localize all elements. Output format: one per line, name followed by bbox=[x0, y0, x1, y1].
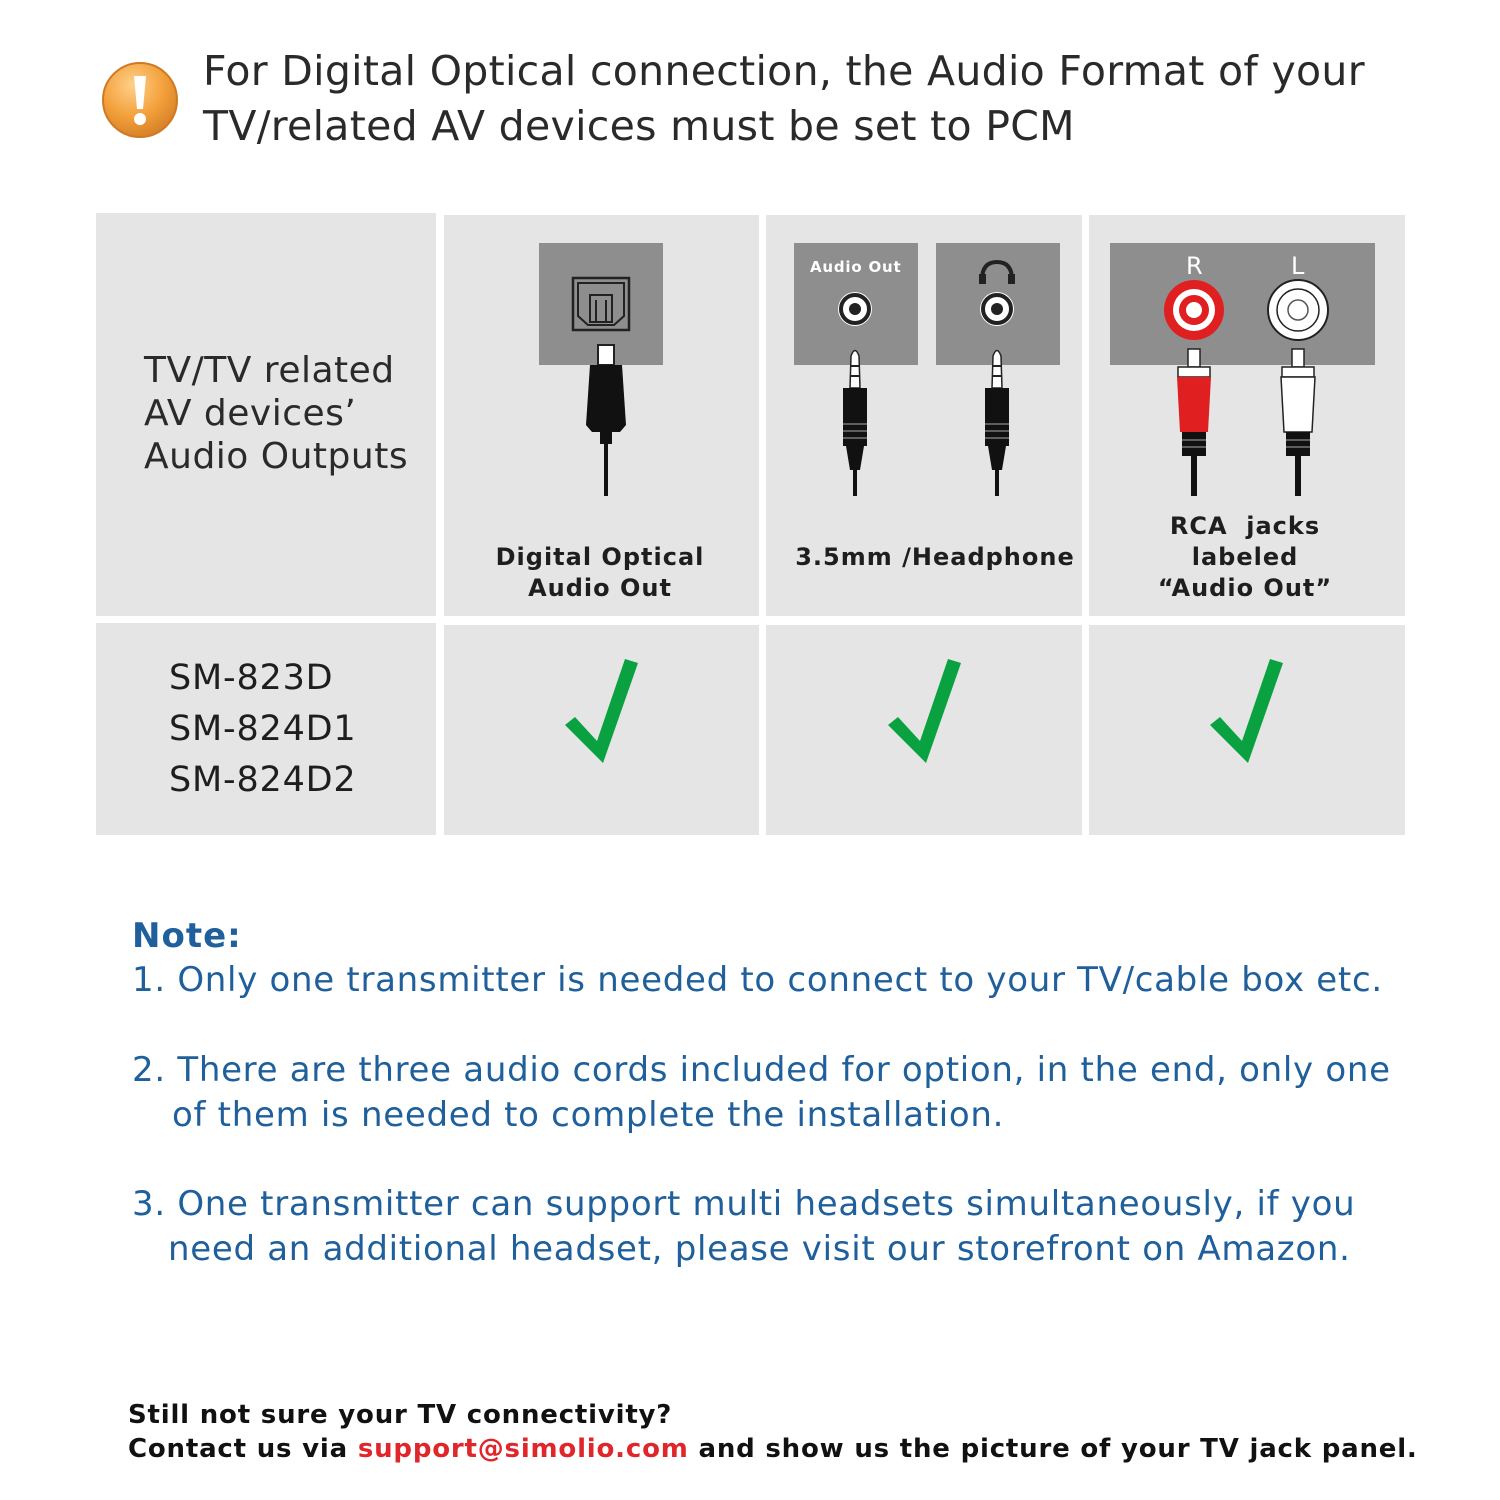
optical-plug-icon bbox=[586, 345, 626, 496]
connector-illustrations bbox=[0, 0, 1500, 520]
note-item bbox=[132, 1048, 1432, 1138]
checkmark-icon bbox=[565, 657, 640, 765]
row-label-line: Audio Outputs bbox=[144, 436, 409, 477]
notes-heading: Note: bbox=[132, 916, 242, 956]
caption-line: RCA jacks bbox=[1169, 512, 1321, 540]
footer-suffix: and show us the picture of your TV jack panel. bbox=[688, 1434, 1418, 1464]
note-line: 2. There are three audio cords included for option, in the end, only one bbox=[132, 1050, 1391, 1090]
audio-out-jack-icon bbox=[838, 292, 872, 326]
footer-contact-line bbox=[128, 1432, 1468, 1466]
note-line: of them is needed to complete the installation. bbox=[172, 1095, 1005, 1135]
rca-caption bbox=[1100, 511, 1390, 604]
footer-contact bbox=[128, 1398, 1468, 1466]
caption-line: Digital Optical bbox=[495, 543, 705, 571]
model-name: SM-823D bbox=[169, 658, 334, 698]
note-line: 1. Only one transmitter is needed to connect to your TV/cable box etc. bbox=[132, 960, 1383, 1000]
caption-line: labeled bbox=[1191, 543, 1299, 571]
note-item bbox=[132, 958, 1432, 1003]
rca-red-plug-icon bbox=[1177, 349, 1211, 496]
headphone-jack-icon bbox=[980, 292, 1014, 326]
note-item bbox=[132, 1182, 1432, 1272]
footer-question: Still not sure your TV connectivity? bbox=[128, 1400, 673, 1430]
checkmark-icon bbox=[1210, 657, 1285, 765]
caption-line: Audio Out bbox=[528, 574, 672, 602]
35mm-caption bbox=[770, 542, 1100, 573]
row-label-line: TV/TV related bbox=[144, 350, 395, 391]
rca-white-plug-icon bbox=[1281, 349, 1315, 496]
model-name: SM-824D2 bbox=[169, 760, 357, 800]
rca-red-jack-icon bbox=[1164, 280, 1224, 340]
35mm-plug-icon bbox=[843, 351, 867, 497]
35mm-plug-icon bbox=[985, 351, 1009, 497]
warning-line-2: TV/related AV devices must be set to PCM bbox=[203, 102, 1075, 150]
rca-right-label: R bbox=[1186, 252, 1203, 280]
audio-out-panel-label: Audio Out bbox=[810, 258, 902, 276]
notes-section bbox=[132, 914, 1432, 1272]
model-name: SM-824D1 bbox=[169, 709, 357, 749]
row-label-line: AV devices’ bbox=[144, 393, 357, 434]
checkmark-icon bbox=[888, 657, 963, 765]
note-line: need an additional headset, please visit our storefront on Amazon. bbox=[168, 1229, 1351, 1269]
caption-line: 3.5mm /Headphone bbox=[795, 543, 1075, 571]
optical-caption bbox=[470, 542, 730, 604]
headphone-icon bbox=[979, 262, 1015, 284]
warning-line-1: For Digital Optical connection, the Audio Format of your bbox=[203, 47, 1365, 95]
model-list bbox=[169, 653, 429, 806]
note-line: 3. One transmitter can support multi headsets simultaneously, if you bbox=[132, 1184, 1356, 1224]
optical-port-icon bbox=[573, 278, 629, 330]
footer-prefix: Contact us via bbox=[128, 1434, 358, 1464]
rca-left-label: L bbox=[1291, 252, 1305, 280]
rca-white-jack-icon bbox=[1268, 280, 1328, 340]
support-email-link[interactable]: support@simolio.com bbox=[357, 1434, 689, 1464]
caption-line: “Audio Out” bbox=[1157, 574, 1333, 602]
